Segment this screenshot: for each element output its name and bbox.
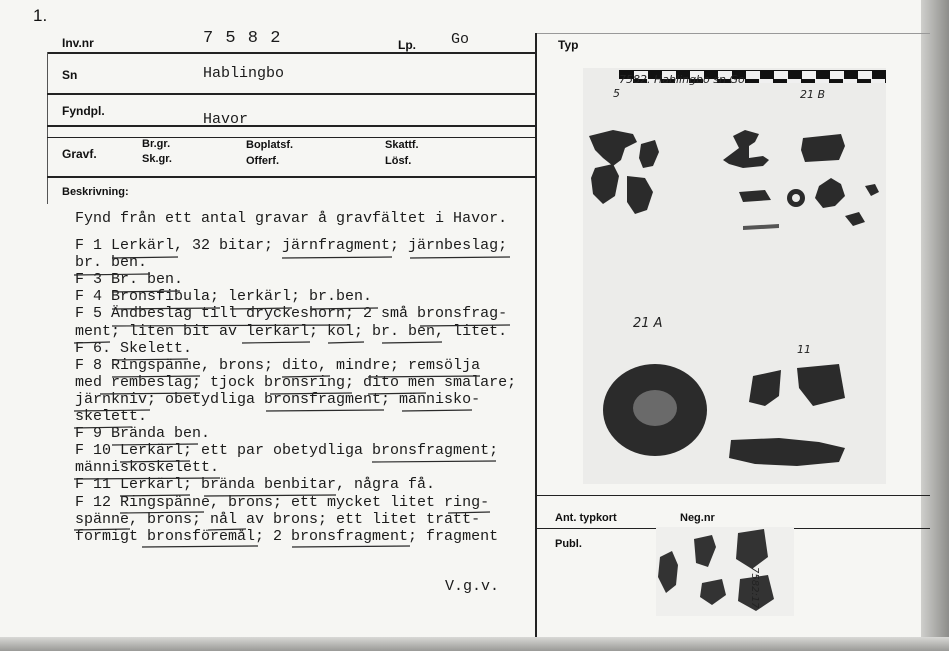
left-border [47,52,48,204]
sn-value: Hablingbo [203,65,285,82]
fyndpl-label: Fyndpl. [62,104,105,118]
sn-label: Sn [62,68,78,82]
description-line: F 1 Lerkärl, 32 bitar; järnfragment; järnbeslag; [75,237,508,255]
lp-label: Lp. [398,38,416,52]
artifact-photo [583,68,886,484]
description-line: F 3 Br. ben. [75,271,184,289]
skattf-label: Skattf. [385,139,419,151]
photo-label-21a: 21 A [633,316,663,331]
gravf-label: Gravf. [62,147,97,161]
row-rule-3 [47,137,535,138]
right-rule-1 [537,495,930,496]
offerf-label: Offerf. [246,155,279,167]
negnr-label: Neg.nr [680,512,715,524]
top-rule-right [537,33,930,34]
description-line: F 10 Lerkärl; ett par obetydliga bronsfragment; [75,442,499,460]
lp-value: Go [451,31,470,48]
center-divider [535,33,537,645]
row-rule-2 [47,125,535,127]
description-line: F 4 Bronsfibula; lerkärl; br.ben. [75,288,373,306]
description-line: F 11 Lerkärl; brända benbitar, några få. [75,476,436,494]
photo-header-text: 7582. Hablingbo sn Go [619,73,745,86]
description-line: skelett. [75,408,148,426]
invnr-value: 7 5 8 2 [203,29,282,48]
ant-typkort-label: Ant. typkort [555,512,617,524]
losf-label: Lösf. [385,155,412,167]
brgr-label: Br.gr. [142,138,171,150]
boplatsf-label: Boplatsf. [246,139,294,151]
signature-vgv: V.g.v. [445,578,500,595]
skgr-label: Sk.gr. [142,153,172,165]
publ-label: Publ. [555,538,582,550]
description-line: järnkniv; obetydliga bronsfragment; människo- [75,390,481,408]
top-rule [47,52,535,54]
description-line: br. ben. [75,254,148,272]
photo-label-5: 5 [613,87,620,100]
description-line: människoskelett. [75,459,220,477]
fyndpl-value: Havor [203,111,249,128]
description-line: ment; liten bit av lerkärl; kol; br. ben, litet. [75,322,508,340]
description-line: spänne, brons; nål av brons; ett litet tratt- [75,510,481,528]
fragment-photo [656,527,794,616]
description-line: F 8 Ringspänne, brons; dito, mindre; remsölja [75,356,481,374]
description-line: Fynd från ett antal gravar å gravfältet i Havor. [75,210,508,227]
fragment-silhouettes [656,527,794,616]
card-number: 1. [33,6,48,25]
fragment-side-text: 7582:17 [749,567,760,609]
description-line: formigt bronsföremål; 2 bronsfragment; fragment [75,527,499,545]
description-line: F 12 Ringspänne, brons; ett mycket litet ring- [75,493,490,511]
description-line: med rembeslag; tjock bronsring; dito men smalare; [75,373,517,391]
description-line: F 5 Ändbeslag till dryckeshorn; 2 små bronsfrag- [75,305,508,323]
description-line: F 6. Skelett. [75,339,193,357]
description-line: F 9 Brända ben. [75,425,211,443]
row-rule-4 [47,176,535,178]
invnr-label: Inv.nr [62,36,94,50]
photo-label-21b: 21 B [800,88,826,101]
photo-label-11: 11 [797,343,811,356]
beskrivning-label: Beskrivning: [62,186,129,198]
row-rule-1 [47,93,535,95]
underline-marks [70,235,530,585]
typ-label: Typ [558,38,579,52]
artifact-silhouettes [583,68,886,484]
